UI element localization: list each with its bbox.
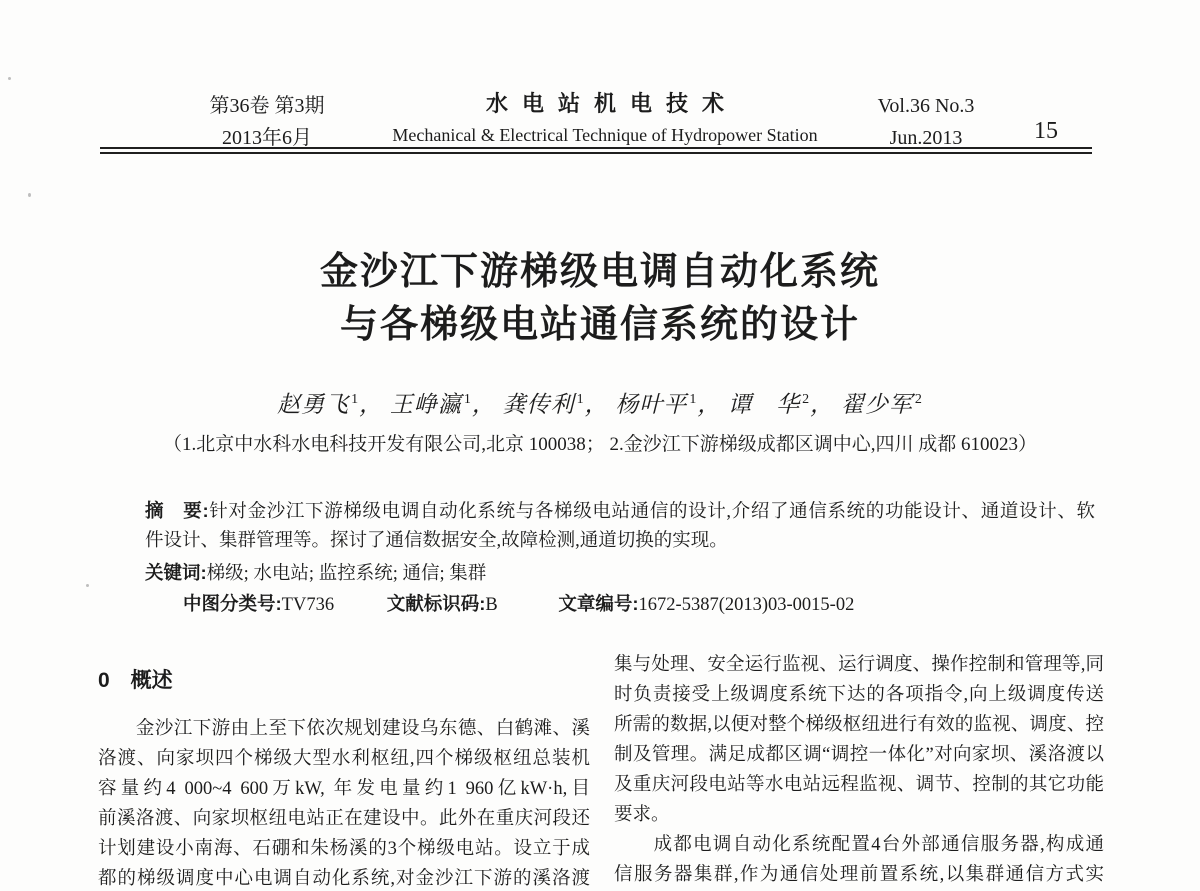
body-column-right xyxy=(614,650,1104,890)
clc-value: TV736 xyxy=(281,595,335,615)
author: 翟少军 $^2$ xyxy=(840,392,923,417)
volume-issue-cn: 第36卷 第3期 xyxy=(209,95,325,117)
article-id-value: 1672-5387(2013)03-0015-02 xyxy=(638,595,855,615)
body-text-line: 都的梯级调度中心电调自动化系统,对金沙江下游的溪洛渡 xyxy=(98,869,590,889)
journal-title-cn: 水电站机电技术 xyxy=(485,91,738,116)
author: 王峥瀛 $^1$， xyxy=(389,392,496,417)
header-volume-block xyxy=(856,90,996,154)
author-separator: ， xyxy=(359,392,384,417)
clc-label: 中图分类号: xyxy=(183,593,282,614)
header-issue-block xyxy=(196,90,338,154)
author: 谭 华 $^2$， xyxy=(728,392,835,417)
author-affiliation-sup: 2 xyxy=(914,392,923,408)
doc-code-value: B xyxy=(485,595,498,615)
scan-speck xyxy=(86,584,89,587)
abstract-meta-block xyxy=(145,495,1095,619)
author: 龚传利 $^1$， xyxy=(502,392,609,417)
body-text-line: 金沙江下游由上至下依次规划建设乌东德、白鹤滩、溪 xyxy=(98,719,590,739)
author-affiliation-sup: 1 xyxy=(576,392,585,408)
clc-pair xyxy=(183,595,334,615)
journal-title-en: Mechanical & Electrical Technique of Hydropower Station xyxy=(392,125,818,145)
author-separator: ， xyxy=(471,392,496,417)
keywords-value: 梯级; 水电站; 监控系统; 通信; 集群 xyxy=(206,564,487,584)
body-text-line: 计划建设小南海、石硼和朱杨溪的3个梯级电站。设立于成 xyxy=(98,839,590,859)
body-column-left xyxy=(98,666,590,891)
abstract-label: 摘 要: xyxy=(145,500,209,521)
body-text-line: 容量约4 000~4 600万kW, 年发电量约1 960亿kW·h,目 xyxy=(98,779,590,799)
author-affiliation-sup: 1 xyxy=(351,392,360,408)
article-id-pair xyxy=(558,595,854,615)
header-journal-block xyxy=(383,87,827,146)
body-text-line: 前溪洛渡、向家坝枢纽电站正在建设中。此外在重庆河段还 xyxy=(98,809,590,829)
article-title-line2: 与各梯级电站通信系统的设计 xyxy=(339,304,860,346)
body-text-line: 洛渡、向家坝四个梯级大型水利枢纽,四个梯级枢纽总装机 xyxy=(98,749,590,769)
affiliation-line: （1.北京中水科水电科技开发有限公司,北京 100038； 2.金沙江下游梯级成都区调中心,四川 成都 610023） xyxy=(162,434,1037,455)
keywords-label: 关键词: xyxy=(145,562,207,583)
body-text-line: 集与处理、安全运行监视、运行调度、操作控制和管理等,同 xyxy=(614,655,1104,675)
body-text-line: 信服务器集群,作为通信处理前置系统,以集群通信方式实 xyxy=(614,865,1104,885)
body-text-line: 及重庆河段电站等水电站远程监视、调节、控制的其它功能 xyxy=(614,775,1104,795)
header-divider-rule xyxy=(100,147,1092,154)
body-text-line: 时负责接受上级调度系统下达的各项指令,向上级调度传送 xyxy=(614,685,1104,705)
abstract-text-1: 针对金沙江下游梯级电调自动化系统与各梯级电站通信的设计,介绍了通信系统的功能设计、通道设计、软 xyxy=(208,502,1095,522)
author-affiliation-sup: 1 xyxy=(463,392,472,408)
date-cn: 2013年6月 xyxy=(222,127,312,149)
doc-code-pair xyxy=(387,595,498,615)
classification-line xyxy=(145,588,1095,619)
keywords-line xyxy=(145,557,1095,588)
volume-issue-en: Vol.36 No.3 xyxy=(877,95,975,117)
body-text-line: 成都电调自动化系统配置4台外部通信服务器,构成通 xyxy=(614,835,1104,855)
scan-speck xyxy=(28,193,31,197)
date-en: Jun.2013 xyxy=(889,127,963,149)
author-separator: ， xyxy=(584,392,609,417)
article-title xyxy=(0,246,1200,352)
author-separator: ， xyxy=(810,392,835,417)
author: 杨叶平 $^1$， xyxy=(615,392,722,417)
body-text-line: 制及管理。满足成都区调“调控一体化”对向家坝、溪洛渡以 xyxy=(614,745,1104,765)
body-text-line: 要求。 xyxy=(614,805,670,825)
abstract-line-1 xyxy=(145,495,1095,526)
section-heading-overview: 0 概述 xyxy=(98,669,173,692)
body-text-line: 所需的数据,以便对整个梯级枢纽进行有效的监视、调度、控 xyxy=(614,715,1104,735)
author-separator: ， xyxy=(697,392,722,417)
abstract-line-2: 件设计、集群管理等。探讨了通信数据安全,故障检测,通道切换的实现。 xyxy=(145,531,728,551)
author-affiliation-sup: 1 xyxy=(689,392,698,408)
author-affiliation-sup: 2 xyxy=(802,392,811,408)
author: 赵勇飞 $^1$， xyxy=(277,392,384,417)
article-title-line1: 金沙江下游梯级电调自动化系统 xyxy=(319,251,880,293)
doc-code-label: 文献标识码: xyxy=(386,593,486,614)
scan-speck xyxy=(8,77,11,80)
author-line xyxy=(0,386,1200,419)
page-number: 15 xyxy=(1034,118,1058,144)
article-id-label: 文章编号: xyxy=(558,593,639,614)
